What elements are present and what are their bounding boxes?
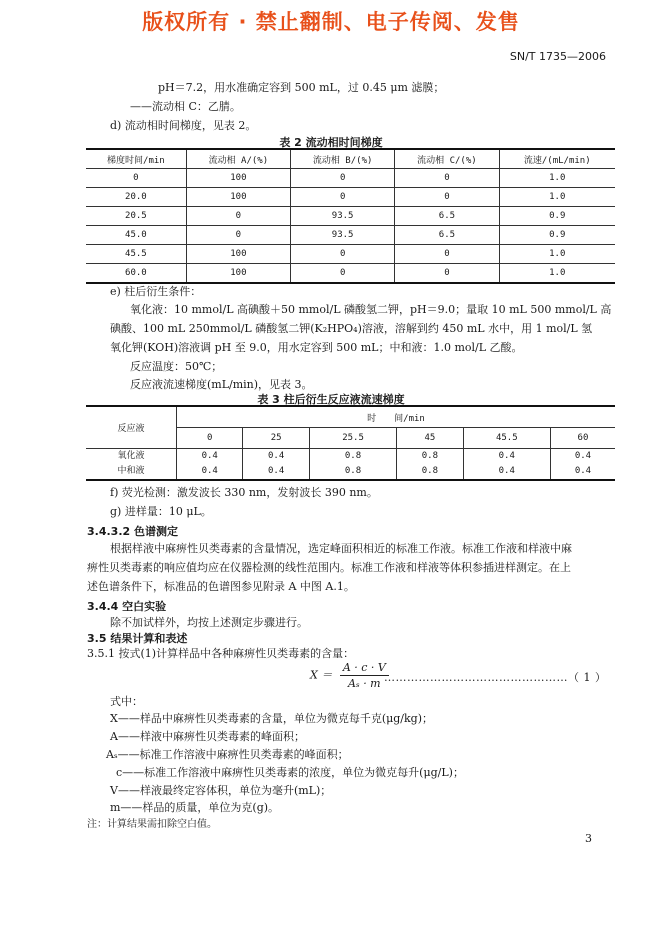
column-header: 45 xyxy=(397,428,463,449)
table-cell: 0.8 0.8 xyxy=(309,449,396,481)
column-header: 流动相 B/(%) xyxy=(291,149,395,169)
column-header: 0 xyxy=(177,428,243,449)
table-cell: 0.4 0.4 xyxy=(177,449,243,481)
table-cell: 1.0 xyxy=(499,264,615,284)
formula-number: …………………………………………（ 1 ） xyxy=(384,671,607,684)
section-heading: 3.4.4 空白实验 xyxy=(87,600,167,613)
table-cell: 0 xyxy=(395,169,499,188)
section-heading: 3.4.3.2 色谱测定 xyxy=(87,525,178,538)
table-cell: 0 xyxy=(186,207,290,226)
table-cell: 1.0 xyxy=(499,245,615,264)
definition: Aₛ——标准工作溶液中麻痹性贝类毒素的峰面积； xyxy=(106,748,349,761)
definition: m——样品的质量，单位为克(g)。 xyxy=(110,801,280,814)
table-row xyxy=(86,449,615,481)
table-cell: 93.5 xyxy=(291,207,395,226)
table-cell: 0.8 0.8 xyxy=(397,449,463,481)
text-line: 3.5.1 按式(1)计算样品中各种麻痹性贝类毒素的含量： xyxy=(87,647,355,660)
table-cell: 0 xyxy=(291,264,395,284)
list-item-e: e) 柱后衍生条件： xyxy=(110,285,202,298)
table-cell: 0 xyxy=(291,188,395,207)
table-cell: 100 xyxy=(186,245,290,264)
text-line: pH＝7.2，用水准确定容到 500 mL，过 0.45 μm 滤膜； xyxy=(158,81,445,94)
table-cell: 100 xyxy=(186,169,290,188)
table-cell: 1.0 xyxy=(499,188,615,207)
table-cell: 0 xyxy=(395,264,499,284)
table3-caption: 表 3 柱后衍生反应液流速梯度 xyxy=(257,393,405,406)
table-cell: 0 xyxy=(395,245,499,264)
table-cell: 0.9 xyxy=(499,207,615,226)
list-item-f: f) 荧光检测：激发波长 330 nm，发射波长 390 nm。 xyxy=(110,486,378,499)
table-cell: 0.4 0.4 xyxy=(550,449,615,481)
text-line: 氧化钾(KOH)溶液调 pH 至 9.0，用水定容到 500 mL；中和液：1.0 mol/L 乙酸。 xyxy=(110,341,523,354)
text-line: 碘酸、100 mL 250mmol/L 磷酸氢二钾(K₂HPO₄)溶液，溶解到约 450 mL 水中，用 1 mol/L 氢 xyxy=(110,322,593,335)
table-cell: 0.9 xyxy=(499,226,615,245)
table-row xyxy=(86,169,615,188)
where-label: 式中： xyxy=(110,695,143,708)
table-cell: 6.5 xyxy=(395,207,499,226)
table-cell: 氧化液 中和液 xyxy=(86,449,177,481)
definition: X——样品中麻痹性贝类毒素的含量，单位为微克每千克(μg/kg)； xyxy=(110,712,434,725)
standard-code: SN/T 1735—2006 xyxy=(509,50,606,63)
table-reagent-flow-gradient xyxy=(86,405,615,481)
table-cell: 20.5 xyxy=(86,207,186,226)
table-cell: 0 xyxy=(86,169,186,188)
table-row xyxy=(86,207,615,226)
text-line: 氧化液：10 mmol/L 高碘酸＋50 mmol/L 磷酸氢二钾，pH＝9.0；量取 10 mL 500 mmol/L 高 xyxy=(130,303,612,316)
formula-1 xyxy=(310,661,389,690)
table-cell: 45.0 xyxy=(86,226,186,245)
column-header: 流速/(mL/min) xyxy=(499,149,615,169)
text-line: ——流动相 C：乙腈。 xyxy=(130,100,241,113)
table-cell: 6.5 xyxy=(395,226,499,245)
table-row xyxy=(86,245,615,264)
table-cell: 0 xyxy=(395,188,499,207)
text-line: 痹性贝类毒素的响应值均应在仪器检测的线性范围内。标准工作液和样液等体积参插进样测定。在上 xyxy=(87,561,571,574)
table-cell: 60.0 xyxy=(86,264,186,284)
table-row xyxy=(86,188,615,207)
table-cell: 100 xyxy=(186,188,290,207)
table-cell: 0.4 0.4 xyxy=(463,449,550,481)
table-cell: 100 xyxy=(186,264,290,284)
table2-caption: 表 2 流动相时间梯度 xyxy=(279,136,383,149)
text-line: 述色谱条件下，标准品的色谱图参见附录 A 中图 A.1。 xyxy=(87,580,355,593)
table-cell: 0 xyxy=(291,245,395,264)
list-item-d: d) 流动相时间梯度，见表 2。 xyxy=(110,119,257,132)
page-number: 3 xyxy=(585,832,592,845)
table-cell: 0 xyxy=(186,226,290,245)
definition: A——样液中麻痹性贝类毒素的峰面积； xyxy=(110,730,305,743)
table-cell: 93.5 xyxy=(291,226,395,245)
formula-lhs: X ＝ xyxy=(310,668,333,682)
text-line: 除不加试样外，均按上述测定步骤进行。 xyxy=(110,616,308,629)
table-cell: 20.0 xyxy=(86,188,186,207)
formula-fraction xyxy=(340,661,389,690)
list-item-g: g) 进样量：10 μL。 xyxy=(110,505,212,518)
table-cell: 0 xyxy=(291,169,395,188)
table-cell: 45.5 xyxy=(86,245,186,264)
table-row xyxy=(86,226,615,245)
formula-denominator: Aₛ · m xyxy=(348,677,381,690)
time-header: 时 间/min xyxy=(177,406,616,428)
column-header: 流动相 C/(%) xyxy=(395,149,499,169)
column-header: 25.5 xyxy=(309,428,396,449)
table-row xyxy=(86,264,615,284)
column-header: 60 xyxy=(550,428,615,449)
table-cell: 1.0 xyxy=(499,169,615,188)
copyright-banner: 版权所有 · 禁止翻制、电子传阅、发售 xyxy=(142,10,520,34)
text-line: 反应温度：50℃； xyxy=(130,360,223,373)
column-header: 流动相 A/(%) xyxy=(186,149,290,169)
column-header: 25 xyxy=(243,428,309,449)
column-header: 45.5 xyxy=(463,428,550,449)
column-header: 梯度时间/min xyxy=(86,149,186,169)
text-line: 反应液流速梯度(mL/min)，见表 3。 xyxy=(130,378,313,391)
text-line: 根据样液中麻痹性贝类毒素的含量情况，选定峰面积相近的标准工作液。标准工作液和样液中麻 xyxy=(110,542,572,555)
formula-numerator: A · c · V xyxy=(340,661,389,676)
table-mobile-phase-gradient xyxy=(86,148,615,284)
section-heading: 3.5 结果计算和表述 xyxy=(87,632,188,645)
table-cell: 0.4 0.4 xyxy=(243,449,309,481)
note: 注：计算结果需扣除空白值。 xyxy=(87,819,217,830)
row-header: 反应液 xyxy=(86,406,177,449)
definition: V——样液最终定容体积，单位为毫升(mL)； xyxy=(110,784,332,797)
definition: c——标准工作溶液中麻痹性贝类毒素的浓度，单位为微克每升(μg/L)； xyxy=(116,766,464,779)
